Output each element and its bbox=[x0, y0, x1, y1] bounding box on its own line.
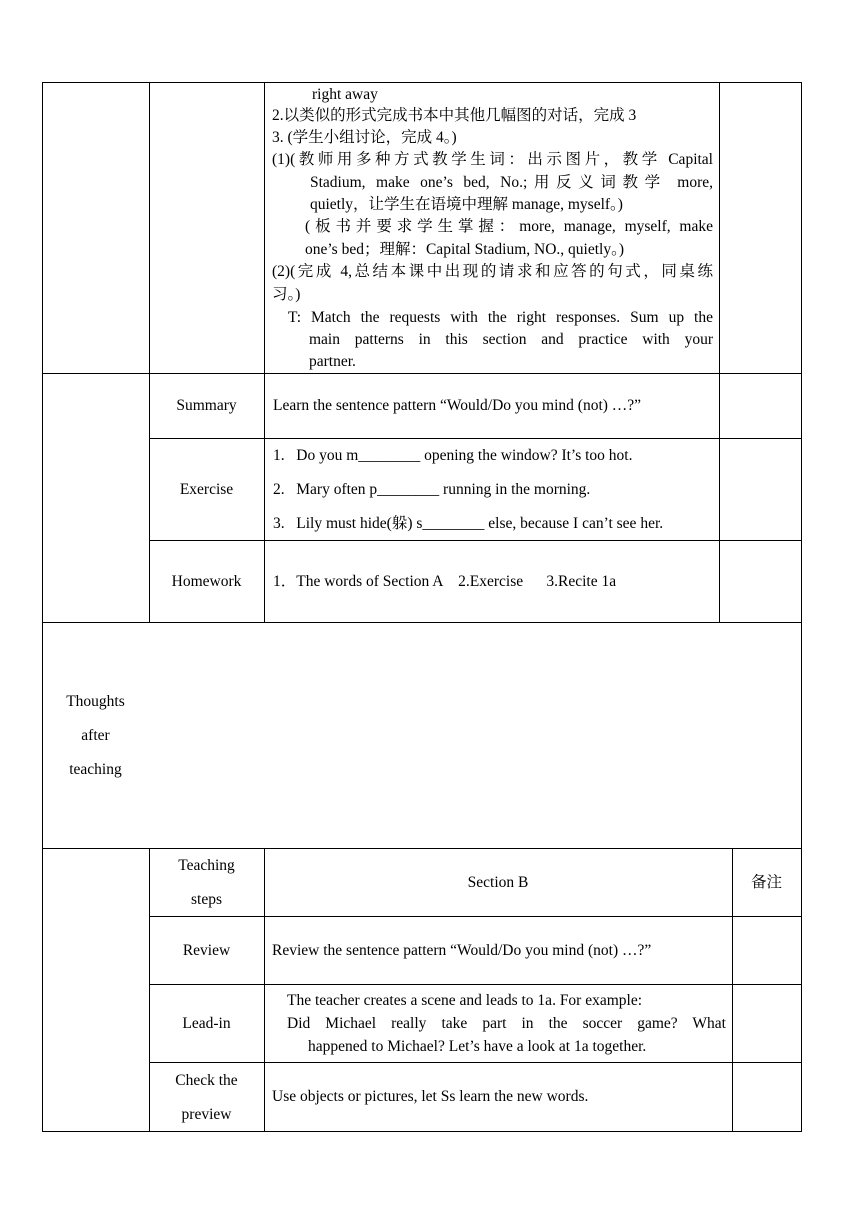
leadin-line: The teacher creates a scene and leads to 1a. For example: bbox=[287, 992, 643, 1009]
homework-text: 1．The words of Section A 2.Exercise 3.Recite 1a bbox=[273, 573, 617, 590]
procedure-line: right away bbox=[312, 86, 378, 103]
rule-exercise-top bbox=[149, 438, 802, 439]
procedure-line: (板书并要求学生掌握：more, manage, myself, make bbox=[305, 218, 713, 235]
summary-label: Summary bbox=[176, 397, 237, 414]
rule-col2-upper bbox=[149, 82, 150, 623]
procedure-line: (1)(教师用多种方式教学生词：出示图片，教学 Capital bbox=[272, 151, 713, 168]
preview-label: preview bbox=[181, 1106, 232, 1123]
review-text: Review the sentence pattern “Would/Do you mind (not) …?” bbox=[272, 942, 652, 959]
procedure-line: 3. (学生小组讨论，完成 4。) bbox=[272, 129, 457, 146]
exercise-item: 2. Mary often p________ running in the morning. bbox=[273, 481, 591, 498]
rule-summary-top bbox=[42, 373, 802, 374]
rule-review-top bbox=[149, 916, 802, 917]
preview-label: Check the bbox=[175, 1072, 238, 1089]
procedure-line: one’s bed；理解：Capital Stadium, NO., quietly。) bbox=[305, 241, 625, 258]
procedure-line: 习。) bbox=[272, 286, 301, 303]
summary-text: Learn the sentence pattern “Would/Do you mind (not) …?” bbox=[273, 397, 642, 414]
rule-col3-upper bbox=[264, 82, 265, 623]
preview-text: Use objects or pictures, let Ss learn the new words. bbox=[272, 1088, 589, 1105]
teaching-steps-header: Teaching bbox=[178, 857, 235, 874]
procedure-line: (2)(完成 4,总结本课中出现的请求和应答的句式，同桌练 bbox=[272, 263, 713, 280]
thoughts-line: Thoughts bbox=[66, 693, 125, 710]
procedure-line: 2.以类似的形式完成书本中其他几幅图的对话，完成 3 bbox=[272, 107, 637, 124]
rule-right-edge bbox=[801, 82, 802, 1132]
exercise-item: 3. Lily must hide(躲) s________ else, because I can’t see her. bbox=[273, 515, 664, 532]
rule-top bbox=[42, 82, 802, 83]
teaching-steps-header: steps bbox=[191, 891, 222, 908]
rule-left-edge bbox=[42, 82, 43, 1132]
section-header: Section B bbox=[467, 874, 529, 891]
rule-thoughts-top bbox=[42, 622, 802, 623]
rule-leadin-top bbox=[149, 984, 802, 985]
homework-label: Homework bbox=[171, 573, 242, 590]
rule-lower-top bbox=[42, 848, 802, 849]
review-label: Review bbox=[182, 942, 231, 959]
thoughts-line: after bbox=[81, 727, 110, 744]
procedure-line: Stadium, make one’s bed, No.;用反义词教学 more, bbox=[310, 174, 713, 191]
procedure-line: T: Match the requests with the right responses. Sum up the bbox=[288, 309, 713, 326]
procedure-line: quietly，让学生在语境中理解 manage, myself。) bbox=[310, 196, 623, 213]
rule-bottom bbox=[42, 1131, 802, 1132]
leadin-line: Did Michael really take part in the soccer game? What bbox=[287, 1015, 726, 1032]
procedure-line: partner. bbox=[309, 353, 356, 370]
rule-homework-top bbox=[149, 540, 802, 541]
procedure-line: main patterns in this section and practice with your bbox=[309, 331, 713, 348]
exercise-label: Exercise bbox=[179, 481, 234, 498]
rule-col4-upper bbox=[719, 82, 720, 623]
exercise-item: 1. Do you m________ opening the window? It’s too hot. bbox=[273, 447, 633, 464]
thoughts-line: teaching bbox=[69, 761, 122, 778]
rule-preview-top bbox=[149, 1062, 802, 1063]
leadin-line: happened to Michael? Let’s have a look at 1a together. bbox=[308, 1038, 647, 1055]
notes-header: 备注 bbox=[750, 874, 782, 891]
leadin-label: Lead-in bbox=[182, 1015, 231, 1032]
